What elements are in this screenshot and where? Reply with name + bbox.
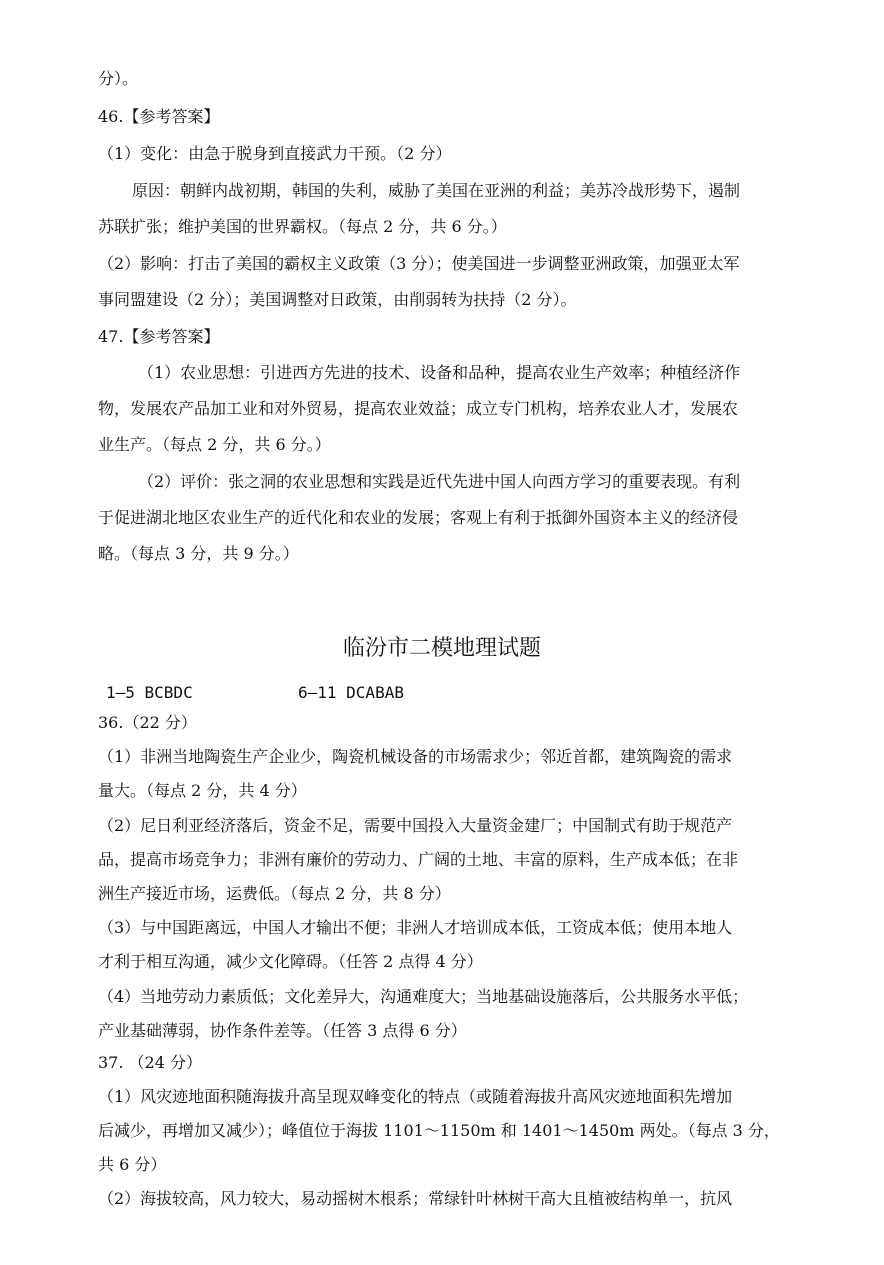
text-line: 才利于相互沟通，减少文化障碍。（任答 2 点得 4 分） [98,952,483,971]
text-line: 洲生产接近市场，运费低。（每点 2 分，共 8 分） [98,884,451,903]
text-line: 事同盟建设（2 分）；美国调整对日政策，由削弱转为扶持（2 分）。 [98,290,577,309]
text-line: 品，提高市场竞争力；非洲有廉价的劳动力、广阔的土地、丰富的原料，生产成本低；在非 [98,850,739,869]
question-header: 47.【参考答案】 [98,327,220,346]
text-line: （1）农业思想：引进西方先进的技术、设备和品种，提高农业生产效率；种植经济作 [138,363,741,382]
text-line: （1）风灾迹地面积随海拔升高呈现双峰变化的特点（或随着海拔升高风灾迹地面积先增加 [98,1087,733,1106]
question-header: 46.【参考答案】 [98,107,220,126]
answer-key-6-11: 6—11 DCABAB [298,683,404,702]
text-line: 产业基础薄弱，协作条件差等。（任答 3 点得 6 分） [98,1021,467,1040]
text-line: （2）海拔较高，风力较大，易动摇树木根系；常绿针叶林树干高大且植被结构单一，抗风 [98,1189,733,1208]
text-line: 苏联扩张；维护美国的世界霸权。（每点 2 分，共 6 分。） [98,217,507,236]
text-line: （4）当地劳动力素质低；文化差异大，沟通难度大；当地基础设施落后，公共服务水平低； [98,987,749,1006]
text-line: 原因：朝鲜内战初期，韩国的失利，威胁了美国在亚洲的利益；美苏冷战形势下，遏制 [132,181,741,200]
section-title: 临汾市二模地理试题 [342,636,541,661]
text-line: （1）非洲当地陶瓷生产企业少，陶瓷机械设备的市场需求少；邻近首都，建筑陶瓷的需求 [98,747,733,766]
text-line: 物，发展农产品加工业和对外贸易，提高农业效益；成立专门机构，培养农业人才，发展农 [98,399,739,418]
text-line: （2）尼日利亚经济落后，资金不足，需要中国投入大量资金建厂；中国制式有助于规范产 [98,816,733,835]
text-line: （3）与中国距离远，中国人才输出不便；非洲人才培训成本低，工资成本低；使用本地人 [98,918,733,937]
text-line: 略。（每点 3 分，共 9 分。） [98,544,299,563]
question-header: 36.（22 分） [98,713,197,732]
text-line: 分）。 [98,69,139,88]
text-line: 量大。（每点 2 分，共 4 分） [98,781,307,800]
question-header: 37. （24 分） [98,1053,202,1072]
text-line: （2）影响：打击了美国的霸权主义政策（3 分）；使美国进一步调整亚洲政策，加强亚太军 [98,254,740,273]
text-line: 业生产。（每点 2 分，共 6 分。） [98,435,331,454]
text-line: 后减少，再增加又减少）；峰值位于海拔 1101～1150m 和 1401～1450m 两处。（每点 3 分， [98,1121,780,1140]
text-line: 于促进湖北地区农业生产的近代化和农业的发展；客观上有利于抵御外国资本主义的经济侵 [98,508,739,527]
answer-key-1-5: 1—5 BCBDC [106,683,193,702]
text-line: （1）变化：由急于脱身到直接武力干预。（2 分） [98,144,452,163]
text-line: （2）评价：张之洞的农业思想和实践是近代先进中国人向西方学习的重要表现。有利 [138,472,741,491]
text-line: 共 6 分） [98,1155,167,1174]
